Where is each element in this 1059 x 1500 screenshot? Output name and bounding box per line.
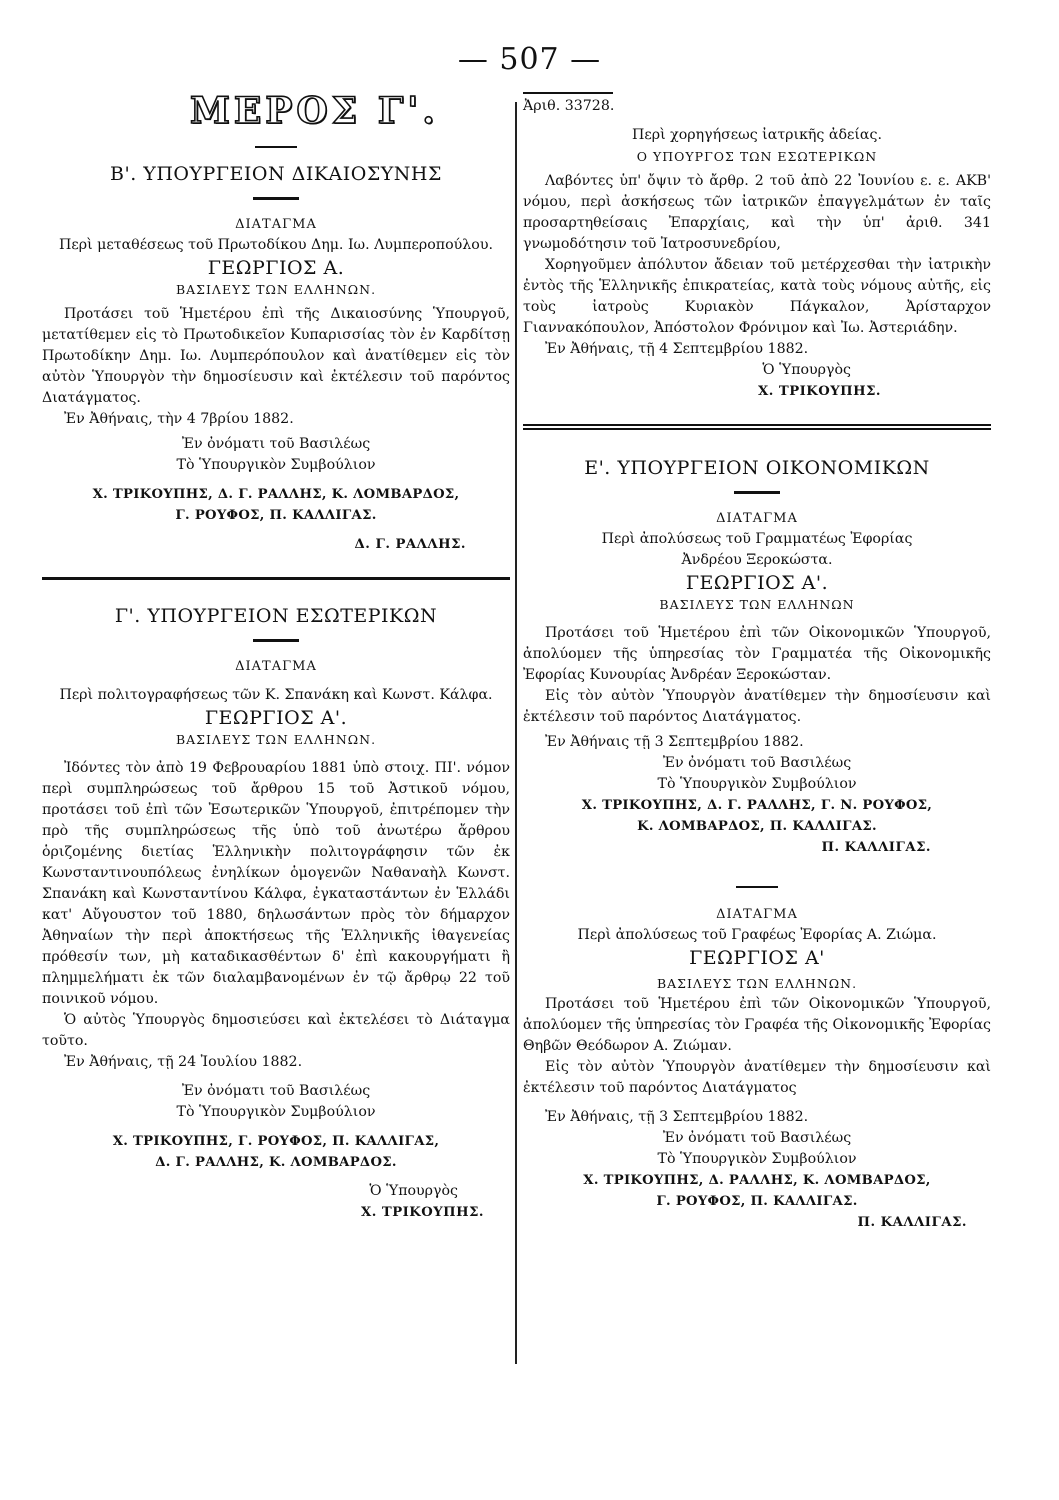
decree-body-2: Εἰς τὸν αὐτὸν Ὑπουργὸν ἀνατίθεμεν τὴν δημοσίευσιν καὶ ἐκτέλεσιν τοῦ παρόντος Διατάγματος.	[523, 688, 991, 725]
column-divider	[515, 102, 517, 1364]
separator-dash	[253, 639, 299, 642]
signature: Π. ΚΑΛΛΙΓΑΣ.	[821, 840, 931, 855]
minister-label: Ὁ Ὑπουργὸς	[369, 1183, 458, 1199]
in-name-line: Ἐν ὀνόματι τοῦ Βασιλέως	[181, 1083, 371, 1099]
ministry-heading: Β'. ΥΠΟΥΡΓΕΙΟΝ ΔΙΚΑΙΟΣΥΝΗΣ	[110, 163, 442, 185]
decree-body: Προτάσει τοῦ Ἡμετέρου ἐπὶ τῶν Οἰκονομικῶν Ὑπουργοῦ, ἀπολύομεν τῆς ὑπηρεσίας τὸν Γραμματέα τῆς Οἰκονομικῆς Ἐφορίας Κυνουρίας Ἀνδρέαν Ξεροκώσταν.	[523, 625, 991, 683]
separator-dash	[736, 886, 778, 888]
signers-line: Χ. ΤΡΙΚΟΥΠΗΣ, Γ. ΡΟΥΦΟΣ, Π. ΚΑΛΛΙΓΑΣ,	[112, 1134, 440, 1149]
decree-body: Λαβόντες ὑπ' ὄψιν τὸ ἄρθρ. 2 τοῦ ἀπὸ 22 Ἰουνίου ε. ε. ΑΚΒ' νόμου, περὶ ἀσκήσεως τῶν ἰατρικῶν ἐπαγγελμάτων ἐν ταῖς προσαρτηθείσαις Ἐπαρχίαις, καὶ τὴν ὑπ' ἀριθ. 341 γνωμοδότησιν τοῦ Ἰατροσυνεδρίου,	[523, 173, 991, 252]
page-number: — 507 —	[457, 42, 602, 77]
decree-body: Προτάσει τοῦ Ἡμετέρου ἐπὶ τῶν Οἰκονομικῶν Ὑπουργοῦ, ἀπολύομεν τῆς ὑπηρεσίας τὸν Γραφέα τῆς Οἰκονομικῆς Ἐφορίας Θηβῶν Θεόδωρον Α. Ζιώμαν.	[523, 996, 991, 1054]
decree-date: Ἐν Ἀθήναις, τῇ 4 Σεπτεμβρίου 1882.	[545, 341, 809, 357]
reference-number: Ἀριθ. 33728.	[523, 98, 615, 114]
ministry-heading: Γ'. ΥΠΟΥΡΓΕΙΟΝ ΕΣΩΤΕΡΙΚΩΝ	[114, 605, 438, 627]
finance-ministry-section	[523, 458, 991, 1233]
decree-body: Ἰδόντες τὸν ἀπὸ 19 Φεβρουαρίου 1881 ὑπὸ στοιχ. ΠΙ'. νόμον περὶ συμπληρώσεως τοῦ ἄρθρου 15 τοῦ Ἀστικοῦ νόμου, προτάσει τοῦ ἐπὶ τῶν Ἐσωτερικῶν Ὑπουργοῦ, ἐπιτρέπομεν τὴν πρὸ τῆς συμπληρώσεως τῆς ὑπὸ τοῦ ἀνωτέρω ἄρθρου ὁριζομένης διετίας Ἑλληνικὴν πολιτογράφησιν τῶν ἐκ Κωνσταντινουπόλεως ἐνηλίκων ὁμογενῶν Ναθαναὴλ Κωνστ. Σπανάκη καὶ Κωνσταντίνου Κάλφα, ἐγκαταστάντων ἐν Ἑλλάδι κατ' Αὔγουστον τοῦ 1880, δηλωσάντων πρὸς τὸν δήμαρχον Ἀθηναίων τὴν περὶ ἀποκτήσεως τῆς Ἑλληνικῆς ἰθαγενείας πρόθεσίν των, μὴ καταδικασθέντων δ' ἐπὶ κακουργήματι ἢ πλημμελήματι ἐκ τῶν διαλαμβανομένων ἐν τῷ ἄρθρῳ 22 τοῦ ποινικοῦ νόμου.	[42, 760, 510, 1007]
decree-body-2: Χορηγοῦμεν ἀπόλυτον ἄδειαν τοῦ μετέρχεσθαι τὴν ἰατρικὴν ἐντὸς τῆς Ἑλληνικῆς ἐπικρατείας, κατὰ τοὺς νόμους αὐτῆς, εἰς τοὺς ἰατροὺς Κυριακὸν Πάγκαλον, Ἀρίσταρχον Γιαννακόπουλον, Ἀπόστολον Φρόνιμον καὶ Ἰω. Ἀστεριάδην.	[523, 257, 991, 336]
in-name-line: Ἐν ὀνόματι τοῦ Βασιλέως	[662, 1130, 852, 1146]
in-name-line: Ἐν ὀνόματι τοῦ Βασιλέως	[181, 436, 371, 452]
king-title: ΒΑΣΙΛΕΥΣ ΤΩΝ ΕΛΛΗΝΩΝ.	[175, 282, 377, 297]
signature: Χ. ΤΡΙΚΟΥΠΗΣ.	[360, 1205, 484, 1220]
decree-date: Ἐν Ἀθήναις, τὴν 4 7βρίου 1882.	[64, 411, 294, 427]
decree-subject: Περὶ μεταθέσεως τοῦ Πρωτοδίκου Δημ. Ιω. Λυμπεροπούλου.	[59, 237, 493, 253]
separator-dash	[734, 491, 780, 494]
king-name: ΓΕΩΡΓΙΟΣ Α.	[207, 257, 345, 279]
section-rule	[42, 577, 510, 580]
minister-label: Ὁ Ὑπουργὸς	[762, 362, 851, 378]
signature: Χ. ΤΡΙΚΟΥΠΗΣ.	[757, 384, 881, 399]
king-name: ΓΕΩΡΓΙΟΣ Α'.	[685, 572, 829, 594]
in-name-line: Ἐν ὀνόματι τοῦ Βασιλέως	[662, 755, 852, 771]
signers-line: Γ. ΡΟΥΦΟΣ, Π. ΚΑΛΛΙΓΑΣ.	[656, 1194, 858, 1209]
signers-line: Χ. ΤΡΙΚΟΥΠΗΣ, Δ. Γ. ΡΑΛΛΗΣ, Γ. Ν. ΡΟΥΦΟΣ,	[581, 798, 933, 813]
decree-title: ΔΙΑΤΑΓΜΑ	[716, 907, 798, 922]
king-title: ΒΑΣΙΛΕΥΣ ΤΩΝ ΕΛΛΗΝΩΝ	[659, 597, 855, 612]
decree-subject: Περὶ πολιτογραφήσεως τῶν Κ. Σπανάκη καὶ Κωνστ. Κάλφα.	[59, 687, 493, 703]
justice-ministry-section	[42, 164, 510, 555]
part-heading: ΜΕΡΟΣ Γ'.	[190, 90, 439, 132]
section-rule	[523, 424, 991, 430]
separator-dash	[255, 146, 297, 148]
separator-dash	[253, 197, 299, 200]
minister-heading: Ο ΥΠΟΥΡΓΟΣ ΤΩΝ ΕΣΩΤΕΡΙΚΩΝ	[636, 149, 878, 164]
decree-date: Ἐν Ἀθήναις, τῇ 24 Ἰουλίου 1882.	[64, 1054, 303, 1070]
ministry-heading: Ε'. ΥΠΟΥΡΓΕΙΟΝ ΟΙΚΟΝΟΜΙΚΩΝ	[584, 457, 930, 479]
decree-subject: Περὶ ἀπολύσεως τοῦ Γραμματέως Ἐφορίας	[601, 531, 913, 547]
council-line: Τὸ Ὑπουργικὸν Συμβούλιον	[176, 1104, 376, 1120]
signature: Π. ΚΑΛΛΙΓΑΣ.	[857, 1215, 967, 1230]
signature: Δ. Γ. ΡΑΛΛΗΣ.	[354, 537, 466, 552]
signers-line: Χ. ΤΡΙΚΟΥΠΗΣ, Δ. Γ. ΡΑΛΛΗΣ, Κ. ΛΟΜΒΑΡΔΟΣ,	[92, 487, 460, 502]
decree-block	[523, 508, 991, 858]
decree-block	[523, 904, 991, 1233]
medical-license-section	[523, 96, 991, 402]
council-line: Τὸ Ὑπουργικὸν Συμβούλιον	[657, 776, 857, 792]
decree-body: Προτάσει τοῦ Ἡμετέρου ἐπὶ τῆς Δικαιοσύνης Ὑπουργοῦ, μετατίθεμεν εἰς τὸ Πρωτοδικεῖον Κυπαρισσίας τὸν ἐν Καρδίτσῃ Πρωτοδίκην Δημ. Ιω. Λυμπερόπουλον καὶ ἀνατίθεμεν εἰς τὸν αὐτὸν Ὑπουργὸν τὴν δημοσίευσιν καὶ ἐκτέλεσιν τοῦ παρόντος Διατάγματος.	[42, 306, 510, 406]
king-name: ΓΕΩΡΓΙΟΣ Α'.	[204, 707, 348, 729]
decree-subject: Περὶ χορηγήσεως ἰατρικῆς ἀδείας.	[632, 127, 882, 143]
king-title: ΒΑΣΙΛΕΥΣ ΤΩΝ ΕΛΛΗΝΩΝ.	[175, 732, 377, 747]
king-title: ΒΑΣΙΛΕΥΣ ΤΩΝ ΕΛΛΗΝΩΝ.	[656, 976, 858, 991]
king-name: ΓΕΩΡΓΙΟΣ Α'	[689, 947, 825, 969]
decree-subject: Ἀνδρέου Ξεροκώστα.	[681, 552, 833, 568]
decree-body-2: Ὁ αὐτὸς Ὑπουργὸς δημοσιεύσει καὶ ἐκτελέσει τὸ Διάταγμα τοῦτο.	[42, 1012, 510, 1049]
signers-line: Κ. ΛΟΜΒΑΡΔΟΣ, Π. ΚΑΛΛΙΓΑΣ.	[637, 819, 877, 834]
decree-subject: Περὶ ἀπολύσεως τοῦ Γραφέως Ἐφορίας Α. Ζιώμα.	[577, 927, 937, 943]
interior-ministry-section	[42, 606, 510, 1223]
decree-title: ΔΙΑΤΑΓΜΑ	[716, 511, 798, 526]
decree-date: Ἐν Ἀθήναις, τῇ 3 Σεπτεμβρίου 1882.	[545, 1109, 809, 1125]
signers-line: Γ. ΡΟΥΦΟΣ, Π. ΚΑΛΛΙΓΑΣ.	[175, 508, 377, 523]
council-line: Τὸ Ὑπουργικὸν Συμβούλιον	[176, 457, 376, 473]
ref-rule	[523, 92, 613, 94]
right-column	[523, 92, 991, 1233]
signers-line: Χ. ΤΡΙΚΟΥΠΗΣ, Δ. ΡΑΛΛΗΣ, Κ. ΛΟΜΒΑΡΔΟΣ,	[583, 1173, 931, 1188]
signers-line: Δ. Γ. ΡΑΛΛΗΣ, Κ. ΛΟΜΒΑΡΔΟΣ.	[155, 1155, 397, 1170]
decree-date: Ἐν Ἀθήναις τῇ 3 Σεπτεμβρίου 1882.	[545, 734, 804, 750]
council-line: Τὸ Ὑπουργικὸν Συμβούλιον	[657, 1151, 857, 1167]
decree-title: ΔΙΑΤΑΓΜΑ	[235, 659, 317, 674]
left-column	[42, 92, 510, 1223]
decree-body-2: Εἰς τὸν αὐτὸν Ὑπουργὸν ἀνατίθεμεν τὴν δημοσίευσιν καὶ ἐκτέλεσιν τοῦ παρόντος Διατάγματος	[523, 1059, 991, 1096]
decree-title: ΔΙΑΤΑΓΜΑ	[235, 217, 317, 232]
